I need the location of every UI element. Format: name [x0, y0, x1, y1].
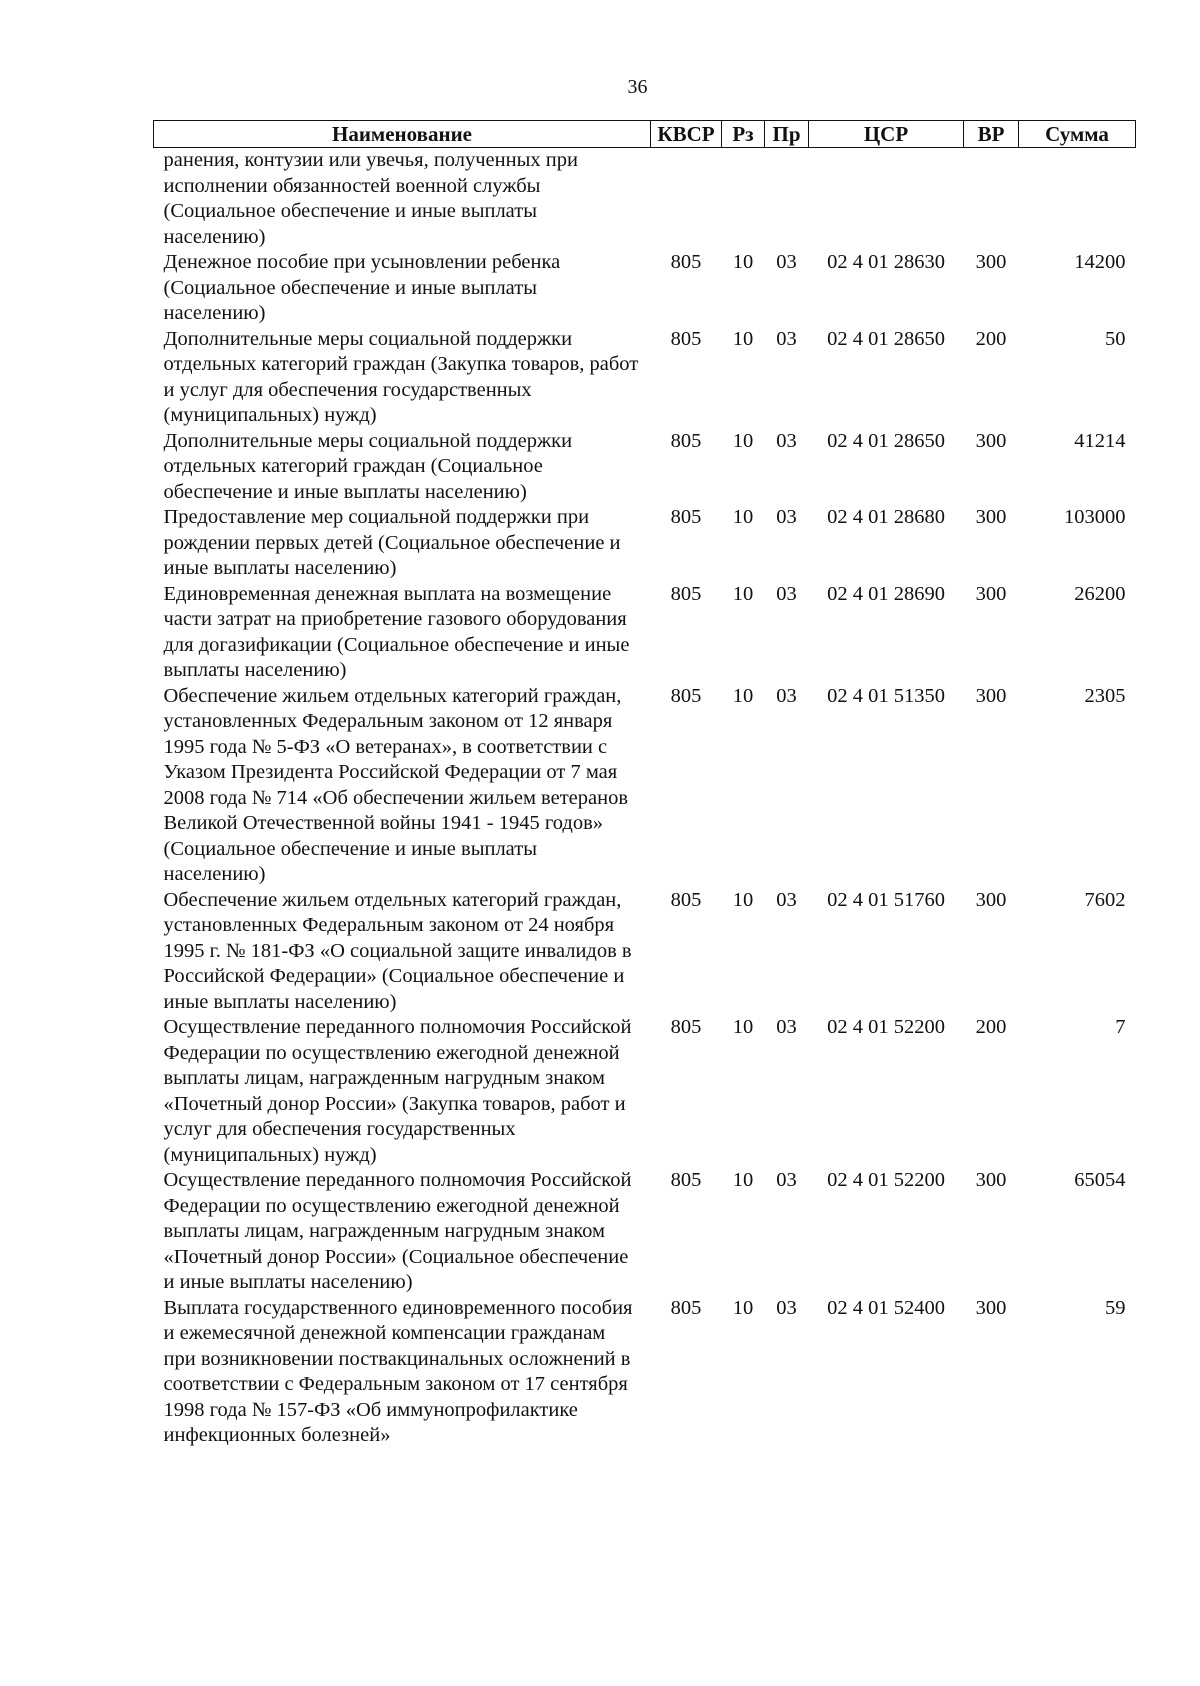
row-sum: 2305	[1084, 684, 1126, 707]
row-pr: 03	[776, 684, 797, 707]
row-kvsr: 805	[670, 1296, 702, 1319]
row-csr: 02 4 01 52200	[827, 1016, 945, 1038]
row-csr: 02 4 01 51350	[827, 684, 945, 707]
row-pr: 03	[776, 888, 797, 911]
row-rz: 10	[732, 251, 754, 273]
row-rz: 10	[732, 1296, 754, 1319]
page-number: 36	[627, 76, 648, 98]
row-pr: 03	[776, 582, 797, 605]
row-vr: 300	[975, 888, 1007, 911]
table-row	[154, 582, 1136, 684]
header-name: Наименование	[154, 121, 651, 148]
row-pr: 03	[776, 429, 797, 452]
table-row	[154, 888, 1136, 1016]
row-name: Предоставление мер социальной поддержки при рождении первых детей (Социальное обеспечение и иные выплаты населению)	[163, 506, 621, 579]
row-vr: 200	[975, 1016, 1007, 1038]
row-kvsr: 805	[670, 251, 702, 273]
row-sum: 65054	[1074, 1169, 1126, 1191]
row-pr: 03	[776, 1169, 797, 1191]
row-name: Обеспечение жильем отдельных категорий граждан, установленных Федеральным законом от 12 января 1995 года № 5-ФЗ «О ветеранах», в соответствии с Указом Президента Российской Федерации от 7 мая 2008 года № 714 «Об обеспечении жильем ветеранов Великой Отечественной войны 1941 - 1945 годов» (Социальное обеспечение и иные выплаты населению)	[163, 684, 629, 885]
header-sum: Сумма	[1019, 121, 1136, 148]
row-name: Осуществление переданного полномочия Российской Федерации по осуществлению ежегодной денежной выплаты лицам, награжденным нагрудным знаком «Почетный донор России» (Социальное обеспечение и иные выплаты населению)	[163, 1169, 632, 1293]
row-sum: 7	[1115, 1016, 1126, 1038]
table-row	[154, 327, 1136, 429]
table-row	[154, 1296, 1136, 1449]
row-sum: 103000	[1064, 506, 1126, 528]
row-csr: 02 4 01 51760	[827, 888, 945, 911]
row-rz: 10	[732, 582, 754, 605]
table-row	[154, 148, 1136, 251]
row-kvsr: 805	[670, 582, 702, 605]
row-pr: 03	[776, 251, 797, 273]
row-name: Денежное пособие при усыновлении ребенка (Социальное обеспечение и иные выплаты населению)	[163, 251, 561, 324]
row-name: Обеспечение жильем отдельных категорий граждан, установленных Федеральным законом от 24 ноября 1995 г. № 181-ФЗ «О социальной защите инвалидов в Российской Федерации» (Социальное обеспечение и иные выплаты населению)	[163, 888, 632, 1013]
row-rz: 10	[732, 429, 754, 452]
row-kvsr: 805	[670, 1016, 702, 1038]
row-vr: 300	[975, 684, 1007, 707]
row-name: Дополнительные меры социальной поддержки отдельных категорий граждан (Закупка товаров, работ и услуг для обеспечения государственных (муниципальных) нужд)	[163, 327, 639, 426]
row-vr: 300	[975, 429, 1007, 452]
header-csr: ЦСР	[809, 121, 964, 148]
row-csr: 02 4 01 28630	[827, 251, 945, 273]
row-kvsr: 805	[670, 506, 702, 528]
row-kvsr: 805	[670, 327, 702, 350]
table-row	[154, 1168, 1136, 1296]
row-vr	[964, 148, 1019, 251]
row-sum: 50	[1105, 327, 1126, 350]
row-rz	[722, 148, 765, 251]
row-vr: 200	[975, 327, 1007, 350]
row-sum: 7602	[1084, 888, 1126, 911]
row-name: ранения, контузии или увечья, полученных при исполнении обязанностей военной службы (Социальное обеспечение и иные выплаты населению)	[163, 149, 578, 248]
row-vr: 300	[975, 582, 1007, 605]
table-header-row	[154, 121, 1136, 148]
table-row	[154, 250, 1136, 327]
row-csr: 02 4 01 28690	[827, 582, 945, 605]
table-row	[154, 1015, 1136, 1168]
row-rz: 10	[732, 888, 754, 911]
row-pr: 03	[776, 1016, 797, 1038]
row-kvsr	[651, 148, 722, 251]
row-pr: 03	[776, 1296, 797, 1319]
row-rz: 10	[732, 1016, 754, 1038]
row-vr: 300	[975, 506, 1007, 528]
row-kvsr: 805	[670, 684, 702, 707]
row-name: Выплата государственного единовременного пособия и ежемесячной денежной компенсации гражданам при возникновении поствакцинальных осложнений в соответствии с Федеральным законом от 17 сентября 1998 года № 157-ФЗ «Об иммунопрофилактике инфекционных болезней»	[163, 1296, 633, 1446]
row-vr: 300	[975, 1169, 1007, 1191]
table-row	[154, 429, 1136, 506]
row-csr: 02 4 01 28650	[827, 429, 945, 452]
row-sum: 26200	[1074, 582, 1126, 605]
row-kvsr: 805	[670, 429, 702, 452]
row-pr	[765, 148, 809, 251]
row-csr: 02 4 01 52200	[827, 1169, 945, 1191]
table-row	[154, 684, 1136, 888]
row-csr	[809, 148, 964, 251]
header-kvsr: КВСР	[651, 121, 722, 148]
header-rz: Рз	[722, 121, 765, 148]
row-pr: 03	[776, 506, 797, 528]
row-sum	[1019, 148, 1136, 251]
row-csr: 02 4 01 28650	[827, 327, 945, 350]
row-kvsr: 805	[670, 888, 702, 911]
row-name: Осуществление переданного полномочия Российской Федерации по осуществлению ежегодной денежной выплаты лицам, награжденным нагрудным знаком «Почетный донор России» (Закупка товаров, работ и услуг для обеспечения государственных (муниципальных) нужд)	[163, 1016, 632, 1166]
row-rz: 10	[732, 327, 754, 350]
row-sum: 41214	[1074, 429, 1126, 452]
row-vr: 300	[975, 251, 1007, 273]
row-rz: 10	[732, 684, 754, 707]
row-vr: 300	[975, 1296, 1007, 1319]
table-row	[154, 505, 1136, 582]
row-name: Единовременная денежная выплата на возмещение части затрат на приобретение газового оборудования для догазификации (Социальное обеспечение и иные выплаты населению)	[163, 582, 630, 681]
row-rz: 10	[732, 1169, 754, 1191]
row-sum: 14200	[1074, 251, 1126, 273]
row-pr: 03	[776, 327, 797, 350]
row-rz: 10	[732, 506, 754, 528]
row-csr: 02 4 01 28680	[827, 506, 945, 528]
budget-table	[153, 120, 1136, 1449]
row-kvsr: 805	[670, 1169, 702, 1191]
header-pr: Пр	[765, 121, 809, 148]
row-csr: 02 4 01 52400	[827, 1296, 945, 1319]
header-vr: ВР	[964, 121, 1019, 148]
row-sum: 59	[1105, 1296, 1126, 1319]
row-name: Дополнительные меры социальной поддержки отдельных категорий граждан (Социальное обеспечение и иные выплаты населению)	[163, 429, 573, 503]
